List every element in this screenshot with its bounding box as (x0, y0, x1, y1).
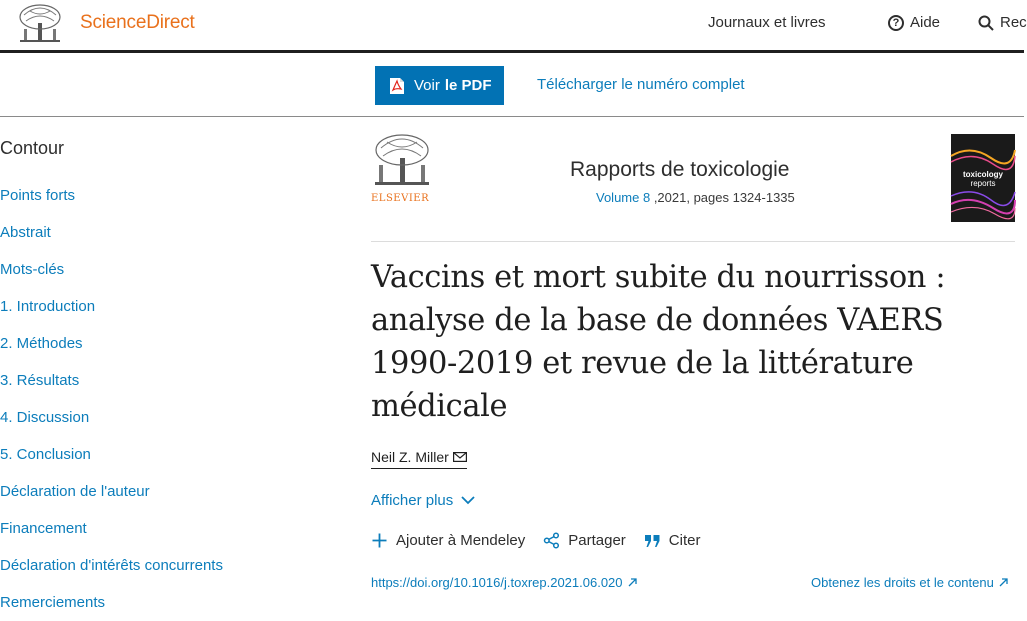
outline-item-competing-interests[interactable]: Déclaration d'intérêts concurrents (0, 557, 223, 574)
mendeley-label: Ajouter à Mendeley (396, 532, 526, 549)
view-pdf-button[interactable] (375, 66, 504, 105)
author-name: Neil Z. Miller (371, 449, 449, 465)
outline-item-conclusion[interactable]: 5. Conclusion (0, 446, 91, 463)
journal-volume-info (596, 190, 795, 205)
share-label: Partager (568, 532, 626, 549)
elsevier-tree-icon (371, 132, 433, 186)
toolbar-divider (0, 116, 1024, 117)
journal-cover-image[interactable] (951, 134, 1015, 222)
article-actions (371, 532, 718, 549)
nav-search[interactable] (978, 14, 1027, 31)
outline-item-keywords[interactable]: Mots-clés (0, 261, 65, 278)
article-toolbar (0, 53, 1024, 117)
rights-permissions-link[interactable] (811, 575, 1008, 590)
article-title: Vaccins et mort subite du nourrisson : analyse de la base de données VAERS 1990-2019 et revue de la littérature médicale (371, 260, 946, 424)
envelope-icon (453, 452, 467, 462)
outline-item-funding[interactable]: Financement (0, 520, 87, 537)
pdf-icon (389, 77, 405, 95)
outline-item-author-statement[interactable]: Déclaration de l'auteur (0, 483, 150, 500)
outline-item-highlights[interactable]: Points forts (0, 187, 76, 204)
author-link[interactable] (371, 449, 467, 469)
outline-item-results[interactable]: 3. Résultats (0, 372, 80, 389)
view-pdf-label-bold: le PDF (444, 77, 492, 94)
elsevier-wordmark: ELSEVIER (371, 193, 430, 204)
cover-subtitle: reports (970, 179, 996, 188)
doi-link[interactable] (371, 575, 637, 590)
show-more-button[interactable] (371, 492, 475, 509)
nav-journals-books[interactable]: Journaux et livres (708, 14, 826, 31)
doi-text: https://doi.org/10.1016/j.toxrep.2021.06.020 (371, 575, 623, 590)
add-to-mendeley-button[interactable] (371, 532, 525, 549)
site-header (0, 0, 1027, 52)
outline-item-discussion[interactable]: 4. Discussion (0, 409, 90, 426)
journal-year-pages: ,2021, pages 1324-1335 (650, 190, 795, 205)
journal-divider (371, 241, 1015, 242)
outline-item-introduction[interactable]: 1. Introduction (0, 298, 96, 315)
show-more-label: Afficher plus (371, 492, 454, 509)
nav-help-label: Aide (910, 14, 941, 31)
outline-title: Contour (0, 138, 65, 158)
cover-title: toxicology (962, 170, 1003, 179)
share-button[interactable] (543, 532, 626, 549)
help-icon: ? (888, 15, 904, 31)
outline-item-abstract[interactable]: Abstrait (0, 224, 51, 241)
sciencedirect-brand[interactable]: ScienceDirect (80, 12, 195, 33)
quote-icon (644, 532, 661, 549)
outline-list (0, 177, 223, 621)
volume-link[interactable]: Volume 8 (596, 190, 651, 205)
external-link-icon (628, 578, 637, 587)
elsevier-publisher-logo[interactable] (371, 132, 433, 202)
cite-label: Citer (668, 532, 701, 549)
share-icon (543, 532, 560, 549)
view-pdf-label: Voir (414, 77, 440, 94)
chevron-down-icon (461, 496, 475, 505)
plus-icon (371, 532, 388, 549)
elsevier-tree-logo-icon[interactable] (16, 3, 64, 43)
cite-button[interactable] (644, 532, 701, 549)
nav-search-label: Rec (1000, 14, 1027, 31)
download-full-issue-link[interactable]: Télécharger le numéro complet (537, 76, 745, 93)
rights-text: Obtenez les droits et le contenu (811, 575, 994, 590)
outline-item-methods[interactable]: 2. Méthodes (0, 335, 83, 352)
journal-title[interactable]: Rapports de toxicologie (570, 158, 790, 181)
external-link-icon (999, 578, 1008, 587)
outline-item-acknowledgements[interactable]: Remerciements (0, 594, 106, 611)
search-icon (978, 15, 994, 31)
nav-help[interactable] (888, 14, 940, 31)
